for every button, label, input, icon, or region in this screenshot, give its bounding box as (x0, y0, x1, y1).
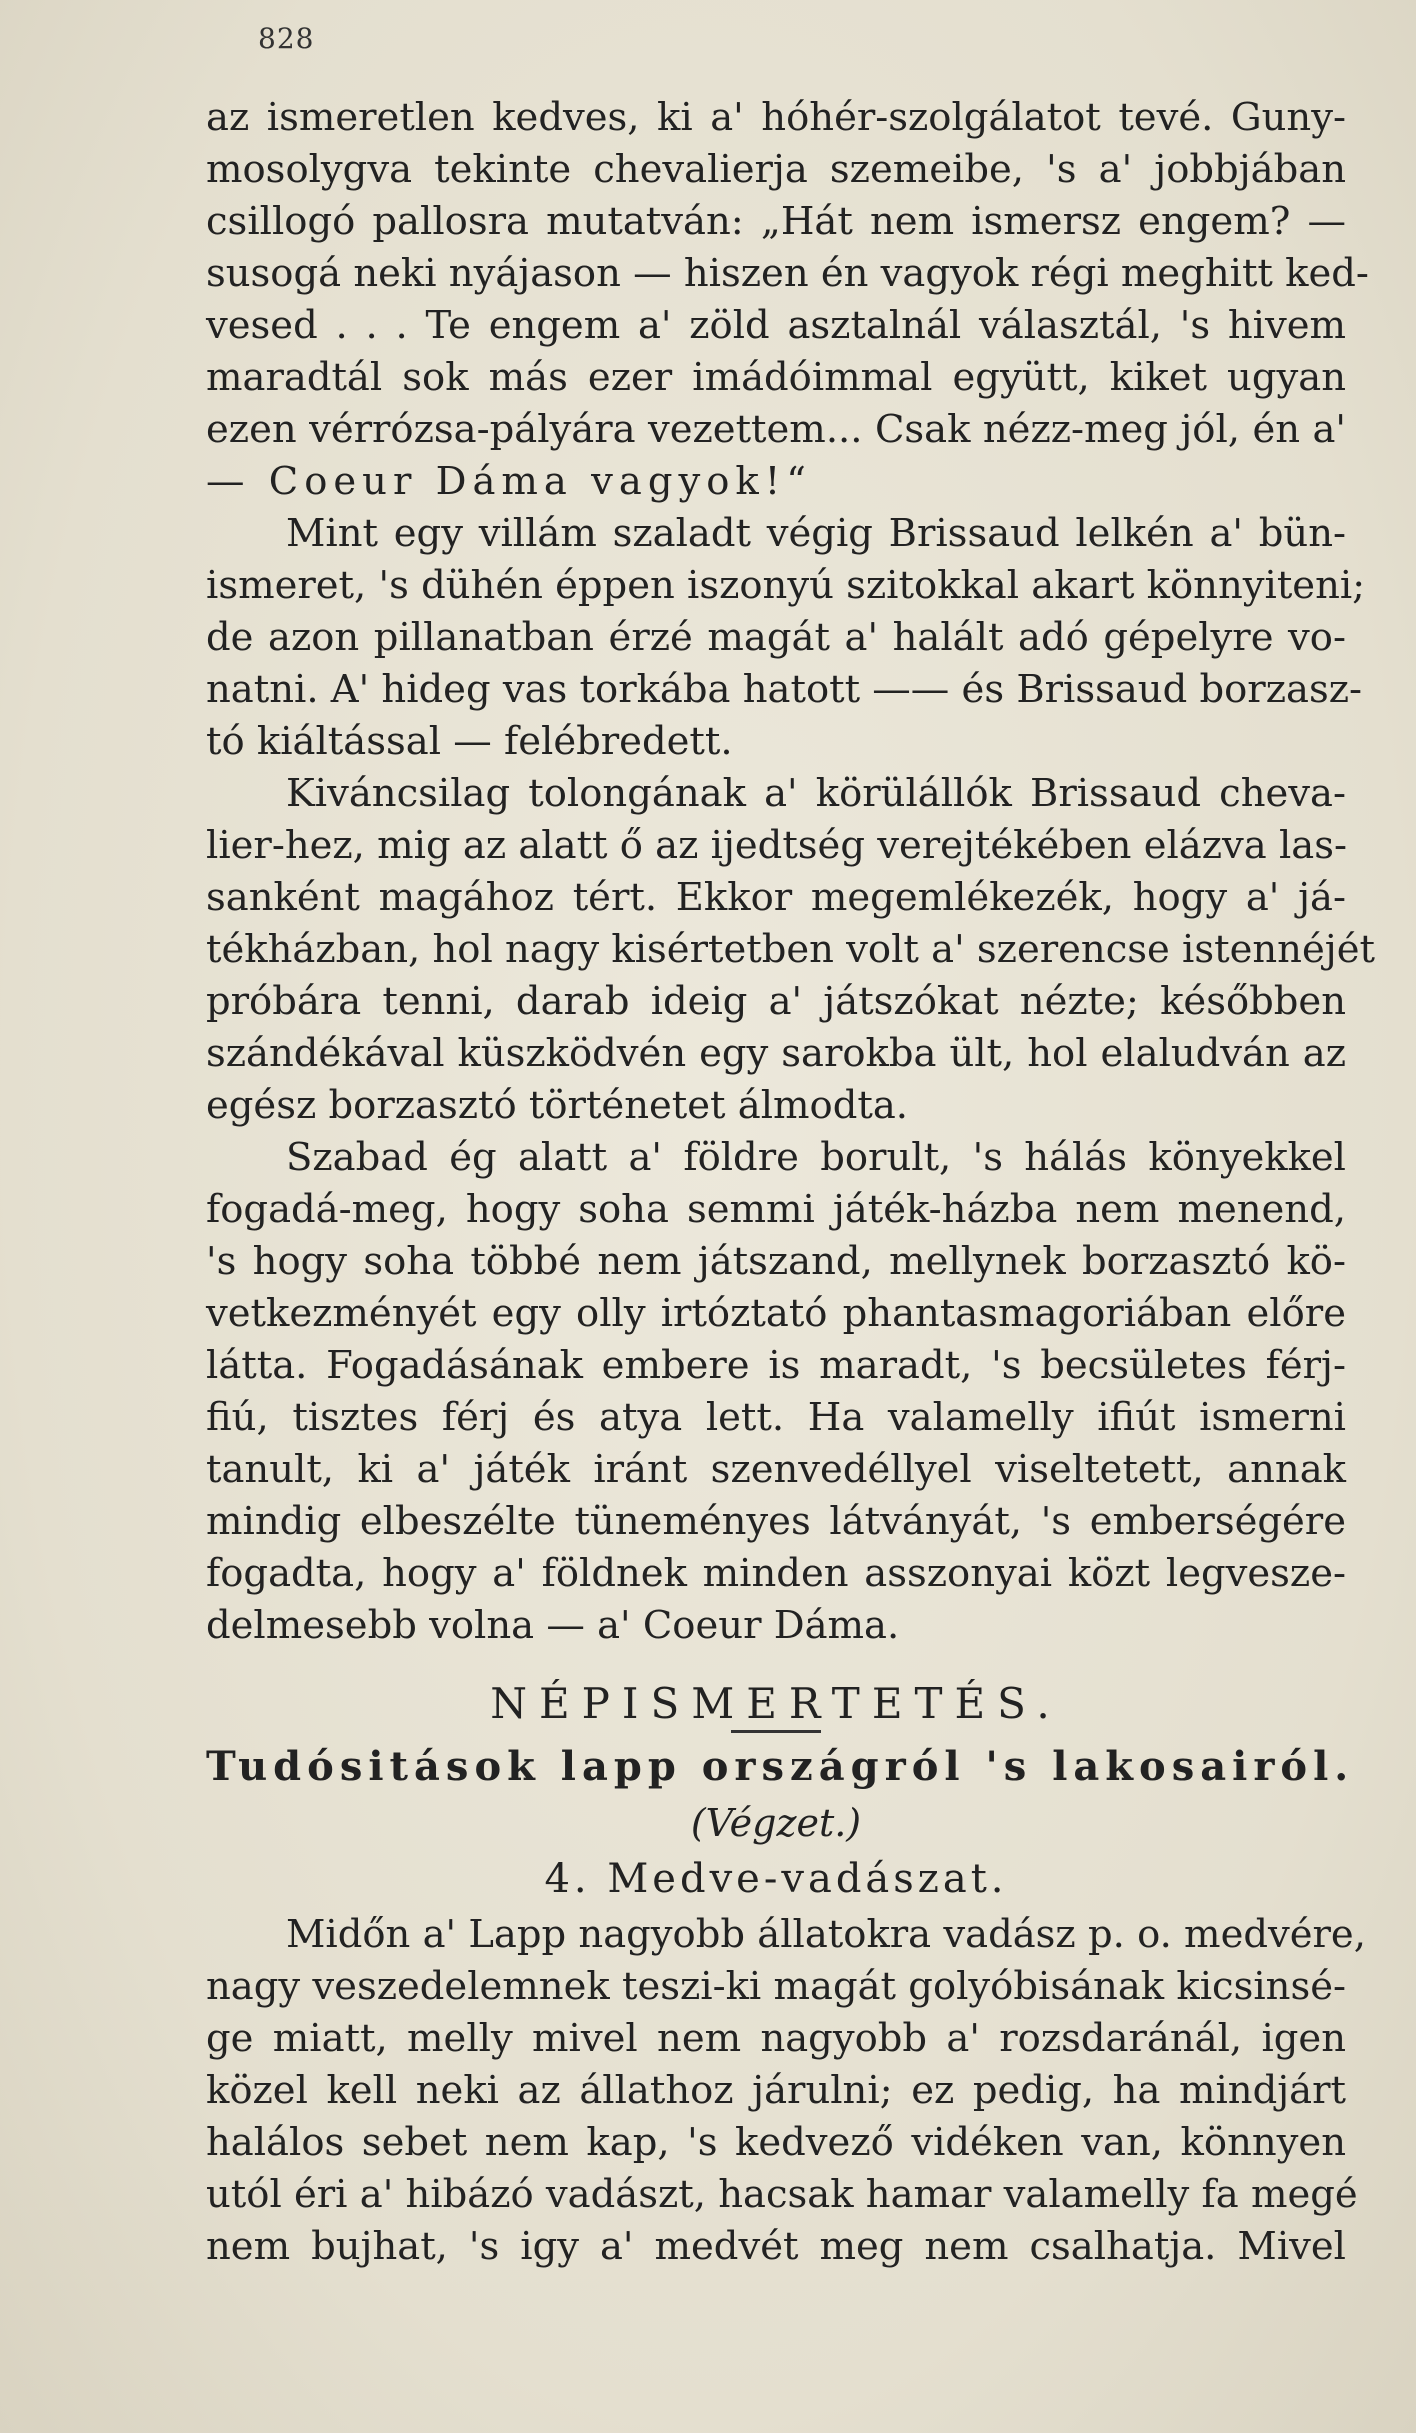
text-line: fiú, tisztes férj és atya lett. Ha valamelly ifiút ismerni (206, 1395, 1346, 1440)
paragraph-3 (206, 768, 1375, 1132)
text-line: Mint egy villám szaladt végig Brissaud lelkén a' bün- (286, 511, 1346, 556)
text-body (206, 92, 1375, 2273)
text-line: szándékával küszködvén egy sarokba ült, hol elaludván az (206, 1031, 1346, 1076)
text-line: natni. A' hideg vas torkába hatott —— és Brissaud borzasz- (206, 667, 1362, 712)
text-line: ismeret, 's dühén éppen iszonyú szitokkal akart könnyiteni; (206, 563, 1366, 608)
text-line: mosolygva tekinte chevalierja szemeibe, 's a' jobbjában (206, 147, 1346, 192)
text-line: utól éri a' hibázó vadászt, hacsak hamar valamelly fa megé (206, 2172, 1358, 2217)
text-line: susogá neki nyájason — hiszen én vagyok régi meghitt ked- (206, 251, 1369, 296)
text-line: látta. Fogadásának embere is maradt, 's becsületes férj- (206, 1343, 1346, 1388)
text-line: az ismeretlen kedves, ki a' hóhér-szolgálatot tevé. Guny- (206, 95, 1346, 140)
text-line: sanként magához tért. Ekkor megemlékezék, hogy a' já- (206, 875, 1346, 920)
section-chapter: 4. Medve-vadászat. (544, 1856, 1008, 1902)
text-line: egész borzasztó történetet álmodta. (206, 1083, 909, 1128)
text-line: Kiváncsilag tolongának a' körülállók Brissaud cheva- (286, 771, 1346, 816)
text-line: — Coeur Dáma vagyok!“ (206, 459, 812, 504)
text-line: csillogó pallosra mutatván: „Hát nem ismersz engem? — (206, 199, 1346, 244)
paragraph-4 (206, 1132, 1346, 1652)
text-line: tékházban, hol nagy kisértetben volt a' szerencse istennéjét (206, 927, 1375, 972)
text-line: mindig elbeszélte tüneményes látványát, 's emberségére (206, 1499, 1346, 1544)
text-line: Midőn a' Lapp nagyobb állatokra vadász p. o. medvére, (286, 1912, 1366, 1957)
text-line: fogadá-meg, hogy soha semmi játék-házba nem menend, (206, 1187, 1346, 1232)
text-line: közel kell neki az állathoz járulni; ez pedig, ha mindjárt (206, 2068, 1346, 2113)
title-rule (731, 1730, 821, 1733)
text-line: nem bujhat, 's igy a' medvét meg nem csalhatja. Mivel (206, 2224, 1346, 2269)
text-line: tanult, ki a' játék iránt szenvedéllyel viseltetett, annak (206, 1447, 1346, 1492)
text-line: 's hogy soha többé nem játszand, mellynek borzasztó kö- (206, 1239, 1346, 1284)
text-line: vesed . . . Te engem a' zöld asztalnál választál, 's hivem (206, 303, 1346, 348)
text-line: lier-hez, mig az alatt ő az ijedtség verejtékében elázva las- (206, 823, 1348, 868)
text-line: maradtál sok más ezer imádóimmal együtt, kiket ugyan (206, 355, 1346, 400)
text-line: Szabad ég alatt a' földre borult, 's hálás könyekkel (286, 1135, 1346, 1180)
text-line: próbára tenni, darab ideig a' játszókat nézte; későbben (206, 979, 1346, 1024)
text-line: delmesebb volna — a' Coeur Dáma. (206, 1603, 900, 1648)
section-note: (Végzet.) (690, 1801, 862, 1845)
section-subtitle: Tudósitások lapp országról 's lakosairól. (206, 1743, 1355, 1790)
text-line: tó kiáltással — felébredett. (206, 719, 733, 764)
section-title: NÉPISMERTETÉS. (490, 1679, 1062, 1728)
paragraph-2 (206, 508, 1366, 768)
text-line: ezen vérrózsa-pályára vezettem... Csak nézz-meg jól, én a' (206, 407, 1346, 452)
text-line: fogadta, hogy a' földnek minden asszonyai közt legvesze- (206, 1551, 1346, 1596)
text-line: ge miatt, melly mivel nem nagyobb a' rozsdaránál, igen (206, 2016, 1346, 2061)
text-line: de azon pillanatban érzé magát a' halált adó gépelyre vo- (206, 615, 1346, 660)
text-line: halálos sebet nem kap, 's kedvező vidéken van, könnyen (206, 2120, 1346, 2165)
paragraph-1 (206, 92, 1369, 508)
text-line: vetkezményét egy olly irtóztató phantasmagoriában előre (206, 1291, 1346, 1336)
text-line: nagy veszedelemnek teszi-ki magát golyóbisának kicsinsé- (206, 1964, 1346, 2009)
page-number: 828 (258, 22, 315, 55)
paragraph-5 (206, 1909, 1366, 2273)
